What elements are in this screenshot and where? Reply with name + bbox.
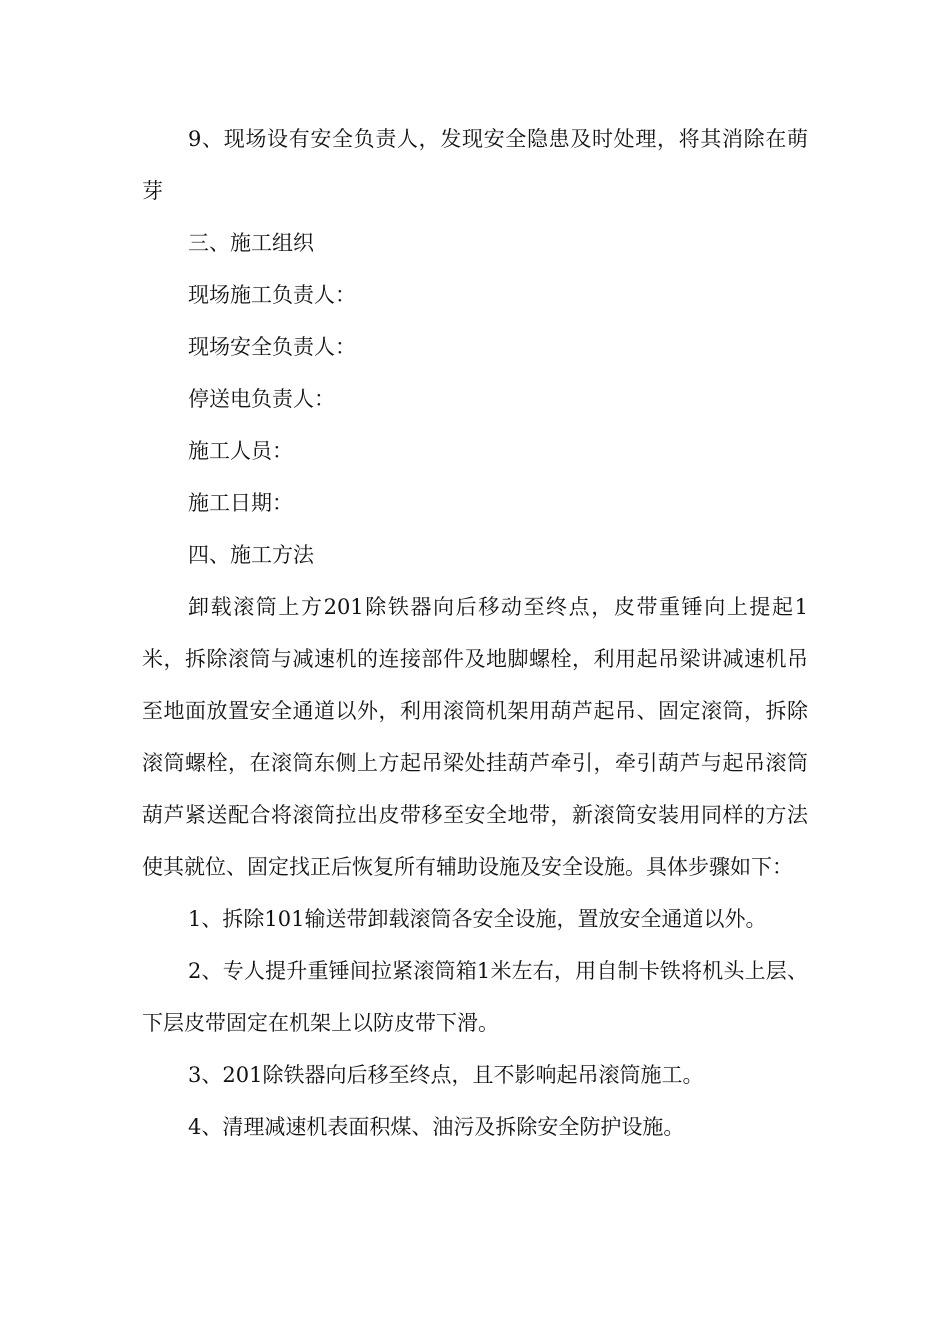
- section-heading-construction-organization: 三、施工组织: [188, 231, 314, 255]
- step-2-paragraph: 2、专人提升重锤间拉紧滚筒箱1米左右，用自制卡铁将机头上层、下层皮带固定在机架上以防皮带下滑。: [142, 959, 808, 1035]
- field-power-switching-lead: 停送电负责人：: [188, 387, 335, 411]
- field-construction-personnel: 施工人员：: [188, 439, 293, 463]
- step-3-paragraph: 3、201除铁器向后移至终点，且不影响起吊滚筒施工。: [188, 1063, 704, 1087]
- paragraph-item-9: 9、现场设有安全负责人，发现安全隐患及时处理，将其消除在萌芽: [142, 127, 808, 203]
- step-4-paragraph: 4、清理减速机表面积煤、油污及拆除安全防护设施。: [188, 1115, 685, 1139]
- step-1-paragraph: 1、拆除101输送带卸载滚筒各安全设施，置放安全通道以外。: [188, 907, 767, 931]
- field-site-construction-lead: 现场施工负责人：: [188, 283, 356, 307]
- section-heading-construction-method: 四、施工方法: [188, 543, 314, 567]
- field-site-safety-lead: 现场安全负责人：: [188, 335, 356, 359]
- method-overview-paragraph: 卸载滚筒上方201除铁器向后移动至终点，皮带重锤向上提起1米，拆除滚筒与减速机的连接部件及地脚螺栓，利用起吊梁讲减速机吊至地面放置安全通道以外，利用滚筒机架用葫芦起吊、固定滚筒，拆除滚筒螺栓，在滚筒东侧上方起吊梁处挂葫芦牵引，牵引葫芦与起吊滚筒葫芦紧送配合将滚筒拉出皮带移至安全地带，新滚筒安装用同样的方法使其就位、固定找正后恢复所有辅助设施及安全设施。具体步骤如下：: [142, 595, 808, 879]
- document-body: [142, 113, 808, 1153]
- field-construction-date: 施工日期：: [188, 491, 293, 515]
